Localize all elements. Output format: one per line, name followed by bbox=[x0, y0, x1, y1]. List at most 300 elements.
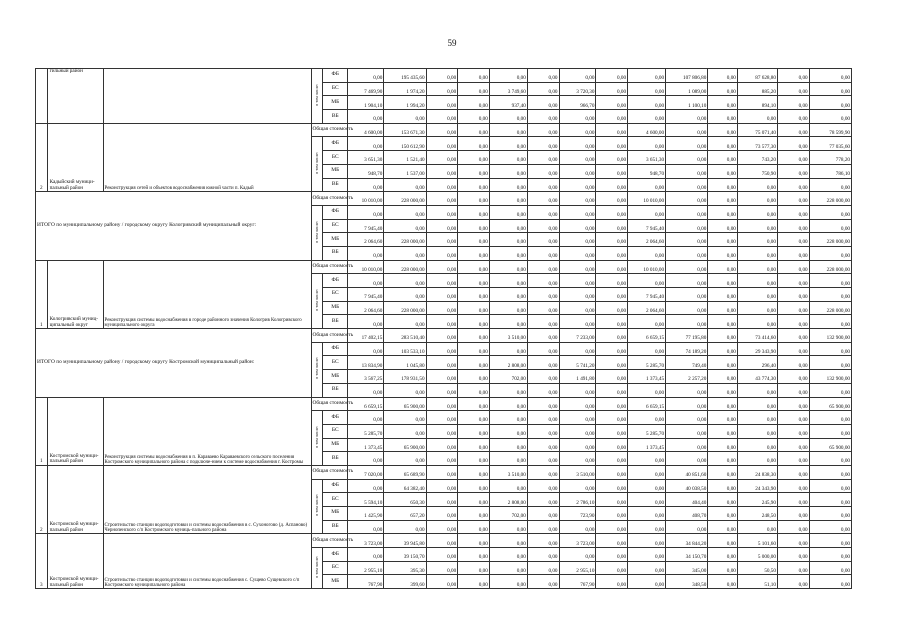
amount-cell: 0,00 bbox=[596, 465, 628, 479]
amount-cell: 0,00 bbox=[777, 274, 809, 288]
funding-source: БС bbox=[323, 288, 348, 302]
amount-cell: 50,50 bbox=[737, 561, 777, 575]
amount-cell: 0,00 bbox=[596, 397, 628, 411]
amount-cell: 5 101,60 bbox=[737, 534, 777, 548]
amount-cell: 74 189,20 bbox=[666, 342, 708, 356]
amount-cell: 0,00 bbox=[527, 356, 559, 370]
amount-cell: 0,00 bbox=[426, 438, 458, 452]
amount-cell: 404,40 bbox=[666, 493, 708, 507]
page-number: 59 bbox=[447, 38, 457, 48]
amount-cell: 0,00 bbox=[426, 151, 458, 165]
amount-cell: 0,00 bbox=[527, 534, 559, 548]
itogo-label: ИТОГО по муниципальному району / городскому округу Кологривский муниципальный округ: bbox=[36, 192, 312, 260]
amount-cell: 0,00 bbox=[596, 96, 628, 110]
amount-cell: 0,00 bbox=[596, 301, 628, 315]
total-row bbox=[36, 260, 852, 274]
amount-cell: 0,00 bbox=[628, 383, 666, 397]
amount-cell: 0,00 bbox=[596, 219, 628, 233]
amount-cell: 0,00 bbox=[809, 479, 851, 493]
amount-cell: 0,00 bbox=[384, 219, 426, 233]
amount-cell: 0,00 bbox=[458, 356, 490, 370]
amount-cell: 749,40 bbox=[666, 356, 708, 370]
amount-cell: 132 900,00 bbox=[809, 370, 851, 384]
amount-cell: 0,00 bbox=[384, 205, 426, 219]
amount-cell: 0,00 bbox=[527, 438, 559, 452]
amount-cell: 0,00 bbox=[777, 342, 809, 356]
funding-source: БС bbox=[323, 151, 348, 165]
amount-cell: 0,00 bbox=[426, 575, 458, 589]
amount-cell: 348,50 bbox=[666, 575, 708, 589]
amount-cell: 0,00 bbox=[596, 548, 628, 562]
amount-cell: 0,00 bbox=[809, 219, 851, 233]
amount-cell: 0,00 bbox=[559, 219, 596, 233]
including-label-text: в том числе: bbox=[313, 357, 319, 380]
amount-cell: 743,20 bbox=[737, 151, 777, 165]
amount-cell: 0,00 bbox=[708, 82, 738, 96]
total-label: Общая стоимость bbox=[311, 397, 348, 411]
amount-cell: 0,00 bbox=[628, 493, 666, 507]
amount-cell: 0,00 bbox=[527, 192, 559, 206]
amount-cell: 3 723,00 bbox=[559, 534, 596, 548]
amount-cell: 0,00 bbox=[628, 205, 666, 219]
amount-cell: 0,00 bbox=[489, 575, 527, 589]
amount-cell: 0,00 bbox=[527, 137, 559, 151]
district-name: Кадыйский муници-пальный район bbox=[47, 123, 103, 191]
amount-cell: 0,00 bbox=[426, 96, 458, 110]
amount-cell: 0,00 bbox=[384, 383, 426, 397]
amount-cell: 0,00 bbox=[489, 219, 527, 233]
amount-cell: 0,00 bbox=[527, 178, 559, 192]
amount-cell: 0,00 bbox=[737, 178, 777, 192]
amount-cell: 0,00 bbox=[809, 424, 851, 438]
including-label bbox=[311, 274, 323, 329]
funding-source: ФБ bbox=[323, 411, 348, 425]
amount-cell: 132 900,00 bbox=[809, 329, 851, 343]
amount-cell: 0,00 bbox=[458, 520, 490, 534]
amount-cell: 0,00 bbox=[708, 110, 738, 124]
funding-source: ФБ bbox=[323, 479, 348, 493]
amount-cell: 0,00 bbox=[777, 438, 809, 452]
amount-cell: 0,00 bbox=[628, 178, 666, 192]
amount-cell: 0,00 bbox=[489, 164, 527, 178]
amount-cell: 0,00 bbox=[559, 151, 596, 165]
amount-cell: 0,00 bbox=[426, 383, 458, 397]
amount-cell: 0,00 bbox=[777, 110, 809, 124]
amount-cell: 2 808,00 bbox=[489, 493, 527, 507]
amount-cell: 0,00 bbox=[458, 151, 490, 165]
amount-cell: 0,00 bbox=[348, 205, 384, 219]
amount-cell: 0,00 bbox=[737, 274, 777, 288]
amount-cell: 0,00 bbox=[809, 575, 851, 589]
amount-cell: 0,00 bbox=[527, 520, 559, 534]
amount-cell: 0,00 bbox=[809, 246, 851, 260]
district-name: гильный район bbox=[47, 69, 103, 124]
amount-cell: 966,70 bbox=[559, 96, 596, 110]
amount-cell: 0,00 bbox=[708, 342, 738, 356]
amount-cell: 10 010,00 bbox=[348, 192, 384, 206]
amount-cell: 0,00 bbox=[527, 233, 559, 247]
amount-cell: 0,00 bbox=[809, 452, 851, 466]
including-label bbox=[311, 69, 323, 124]
amount-cell: 0,00 bbox=[777, 260, 809, 274]
amount-cell: 0,00 bbox=[596, 205, 628, 219]
amount-cell: 1 089,00 bbox=[666, 82, 708, 96]
amount-cell: 228 000,00 bbox=[384, 233, 426, 247]
amount-cell: 73 577,30 bbox=[737, 137, 777, 151]
amount-cell: 0,00 bbox=[426, 329, 458, 343]
amount-cell: 0,00 bbox=[426, 356, 458, 370]
amount-cell: 34 150,70 bbox=[666, 548, 708, 562]
amount-cell: 0,00 bbox=[426, 288, 458, 302]
amount-cell: 0,00 bbox=[809, 561, 851, 575]
amount-cell: 0,00 bbox=[348, 548, 384, 562]
amount-cell: 0,00 bbox=[458, 411, 490, 425]
amount-cell: 0,00 bbox=[384, 274, 426, 288]
amount-cell: 0,00 bbox=[384, 178, 426, 192]
amount-cell: 0,00 bbox=[489, 438, 527, 452]
amount-cell: 0,00 bbox=[559, 205, 596, 219]
amount-cell: 1 425,90 bbox=[348, 507, 384, 521]
amount-cell: 0,00 bbox=[489, 205, 527, 219]
amount-cell: 0,00 bbox=[596, 110, 628, 124]
project-name: Реконструкция системы водоснабжения в п. Караваево Караваевского сельского поселения Костромского муниципального района с подключе-нием к системе водоснабжения г. Костромы bbox=[103, 397, 311, 465]
amount-cell: 0,00 bbox=[527, 110, 559, 124]
amount-cell: 0,00 bbox=[348, 411, 384, 425]
amount-cell: 0,00 bbox=[666, 192, 708, 206]
amount-cell: 0,00 bbox=[426, 561, 458, 575]
amount-cell: 39 945,80 bbox=[384, 534, 426, 548]
amount-cell: 0,00 bbox=[666, 301, 708, 315]
amount-cell: 24 838,30 bbox=[737, 465, 777, 479]
amount-cell: 0,00 bbox=[458, 465, 490, 479]
amount-cell: 0,00 bbox=[527, 205, 559, 219]
amount-cell: 0,00 bbox=[527, 69, 559, 83]
amount-cell: 0,00 bbox=[527, 561, 559, 575]
amount-cell: 0,00 bbox=[559, 383, 596, 397]
amount-cell: 150 612,90 bbox=[384, 137, 426, 151]
amount-cell: 3 749,60 bbox=[489, 82, 527, 96]
amount-cell: 0,00 bbox=[708, 479, 738, 493]
amount-cell: 24 343,90 bbox=[737, 479, 777, 493]
total-row bbox=[36, 123, 852, 137]
amount-cell: 0,00 bbox=[527, 82, 559, 96]
amount-cell: 0,00 bbox=[777, 329, 809, 343]
amount-cell: 0,00 bbox=[426, 493, 458, 507]
amount-cell: 0,00 bbox=[489, 246, 527, 260]
amount-cell: 0,00 bbox=[708, 205, 738, 219]
amount-cell: 0,00 bbox=[596, 233, 628, 247]
amount-cell: 0,00 bbox=[426, 192, 458, 206]
funding-source: МБ bbox=[323, 370, 348, 384]
amount-cell: 0,00 bbox=[559, 411, 596, 425]
amount-cell: 0,00 bbox=[596, 192, 628, 206]
amount-cell: 0,00 bbox=[596, 452, 628, 466]
amount-cell: 0,00 bbox=[527, 96, 559, 110]
amount-cell: 0,00 bbox=[708, 465, 738, 479]
amount-cell: 0,00 bbox=[489, 69, 527, 83]
amount-cell: 408,70 bbox=[666, 507, 708, 521]
amount-cell: 0,00 bbox=[628, 411, 666, 425]
total-label: Общая стоимость bbox=[311, 123, 348, 137]
amount-cell: 0,00 bbox=[426, 205, 458, 219]
amount-cell: 0,00 bbox=[559, 233, 596, 247]
amount-cell: 0,00 bbox=[708, 246, 738, 260]
amount-cell: 0,00 bbox=[489, 151, 527, 165]
amount-cell: 1 100,10 bbox=[666, 96, 708, 110]
amount-cell: 228 000,00 bbox=[384, 192, 426, 206]
amount-cell: 6 659,15 bbox=[628, 397, 666, 411]
amount-cell: 0,00 bbox=[596, 507, 628, 521]
amount-cell: 0,00 bbox=[777, 465, 809, 479]
amount-cell: 0,00 bbox=[527, 151, 559, 165]
amount-cell: 0,00 bbox=[458, 164, 490, 178]
district-name: Кологривский муниц-ципальный округ bbox=[47, 260, 103, 328]
amount-cell: 0,00 bbox=[489, 123, 527, 137]
including-label-text: в том числе: bbox=[313, 152, 319, 174]
amount-cell: 0,00 bbox=[666, 219, 708, 233]
funding-source: ФБ bbox=[323, 205, 348, 219]
amount-cell: 0,00 bbox=[708, 288, 738, 302]
amount-cell: 0,00 bbox=[777, 424, 809, 438]
funding-source: ВБ bbox=[323, 110, 348, 124]
amount-cell: 2 064,60 bbox=[348, 301, 384, 315]
amount-cell: 702,00 bbox=[489, 507, 527, 521]
amount-cell: 10 010,00 bbox=[628, 260, 666, 274]
funding-source: ВБ bbox=[323, 315, 348, 329]
amount-cell: 0,00 bbox=[348, 383, 384, 397]
amount-cell: 0,00 bbox=[777, 575, 809, 589]
amount-cell: 0,00 bbox=[777, 301, 809, 315]
amount-cell: 87 628,80 bbox=[737, 69, 777, 83]
amount-cell: 778,20 bbox=[809, 151, 851, 165]
amount-cell: 78 599,90 bbox=[809, 123, 851, 137]
amount-cell: 0,00 bbox=[489, 260, 527, 274]
amount-cell: 0,00 bbox=[596, 561, 628, 575]
amount-cell: 0,00 bbox=[666, 178, 708, 192]
amount-cell: 0,00 bbox=[708, 493, 738, 507]
amount-cell: 0,00 bbox=[348, 69, 384, 83]
amount-cell: 153 671,30 bbox=[384, 123, 426, 137]
total-row bbox=[36, 465, 852, 479]
amount-cell: 1 521,40 bbox=[384, 151, 426, 165]
amount-cell: 0,00 bbox=[458, 438, 490, 452]
amount-cell: 0,00 bbox=[708, 507, 738, 521]
total-row bbox=[36, 329, 852, 343]
amount-cell: 0,00 bbox=[527, 493, 559, 507]
amount-cell: 0,00 bbox=[708, 370, 738, 384]
amount-cell: 7 945,40 bbox=[628, 219, 666, 233]
amount-cell: 0,00 bbox=[708, 96, 738, 110]
amount-cell: 0,00 bbox=[559, 123, 596, 137]
amount-cell: 0,00 bbox=[777, 219, 809, 233]
amount-cell: 0,00 bbox=[628, 520, 666, 534]
amount-cell: 0,00 bbox=[708, 534, 738, 548]
amount-cell: 0,00 bbox=[458, 424, 490, 438]
amount-cell: 0,00 bbox=[384, 246, 426, 260]
funding-source: БС bbox=[323, 82, 348, 96]
amount-cell: 0,00 bbox=[527, 301, 559, 315]
amount-cell: 0,00 bbox=[527, 548, 559, 562]
including-label-text: в том числе: bbox=[313, 83, 319, 106]
amount-cell: 2 064,60 bbox=[628, 301, 666, 315]
amount-cell: 0,00 bbox=[458, 233, 490, 247]
amount-cell: 0,00 bbox=[527, 274, 559, 288]
amount-cell: 296,40 bbox=[737, 356, 777, 370]
funding-source: МБ bbox=[323, 438, 348, 452]
source-row bbox=[36, 69, 852, 83]
amount-cell: 0,00 bbox=[489, 110, 527, 124]
amount-cell: 64 382,40 bbox=[384, 479, 426, 493]
total-row bbox=[36, 192, 852, 206]
amount-cell: 2 786,10 bbox=[559, 493, 596, 507]
including-label bbox=[311, 479, 323, 534]
amount-cell: 0,00 bbox=[737, 288, 777, 302]
including-label-text: в том числе: bbox=[313, 289, 319, 311]
amount-cell: 0,00 bbox=[559, 301, 596, 315]
amount-cell: 0,00 bbox=[628, 274, 666, 288]
amount-cell: 0,00 bbox=[559, 288, 596, 302]
amount-cell: 4 600,00 bbox=[628, 123, 666, 137]
amount-cell: 77 035,60 bbox=[809, 137, 851, 151]
row-number bbox=[36, 69, 48, 124]
amount-cell: 0,00 bbox=[777, 151, 809, 165]
amount-cell: 3 720,30 bbox=[559, 82, 596, 96]
row-number: 1 bbox=[36, 397, 48, 465]
amount-cell: 0,00 bbox=[628, 342, 666, 356]
total-label: Общая стоимость bbox=[311, 534, 348, 548]
amount-cell: 13 834,90 bbox=[348, 356, 384, 370]
row-number: 2 bbox=[36, 465, 48, 533]
amount-cell: 0,00 bbox=[458, 205, 490, 219]
amount-cell: 0,00 bbox=[348, 342, 384, 356]
amount-cell: 0,00 bbox=[666, 520, 708, 534]
amount-cell: 0,00 bbox=[809, 315, 851, 329]
amount-cell: 0,00 bbox=[666, 151, 708, 165]
amount-cell: 0,00 bbox=[809, 178, 851, 192]
amount-cell: 0,00 bbox=[708, 548, 738, 562]
amount-cell: 0,00 bbox=[777, 520, 809, 534]
amount-cell: 1 491,80 bbox=[559, 370, 596, 384]
amount-cell: 0,00 bbox=[628, 246, 666, 260]
amount-cell: 248,50 bbox=[737, 507, 777, 521]
amount-cell: 6 659,15 bbox=[348, 397, 384, 411]
amount-cell: 0,00 bbox=[628, 96, 666, 110]
amount-cell: 948,70 bbox=[348, 164, 384, 178]
amount-cell: 0,00 bbox=[737, 520, 777, 534]
amount-cell: 0,00 bbox=[777, 205, 809, 219]
amount-cell: 5 285,70 bbox=[348, 424, 384, 438]
amount-cell: 0,00 bbox=[384, 424, 426, 438]
amount-cell: 750,90 bbox=[737, 164, 777, 178]
amount-cell: 7 945,40 bbox=[348, 219, 384, 233]
amount-cell: 0,00 bbox=[458, 479, 490, 493]
funding-source: ВБ bbox=[323, 383, 348, 397]
funding-source: ФБ bbox=[323, 274, 348, 288]
amount-cell: 0,00 bbox=[348, 178, 384, 192]
amount-cell: 0,00 bbox=[559, 397, 596, 411]
amount-cell: 2 064,60 bbox=[348, 233, 384, 247]
amount-cell: 0,00 bbox=[458, 575, 490, 589]
amount-cell: 0,00 bbox=[666, 424, 708, 438]
amount-cell: 0,00 bbox=[559, 178, 596, 192]
amount-cell: 0,00 bbox=[559, 424, 596, 438]
amount-cell: 0,00 bbox=[708, 315, 738, 329]
amount-cell: 0,00 bbox=[596, 82, 628, 96]
amount-cell: 0,00 bbox=[489, 233, 527, 247]
amount-cell: 0,00 bbox=[489, 342, 527, 356]
amount-cell: 0,00 bbox=[458, 534, 490, 548]
amount-cell: 40 038,50 bbox=[666, 479, 708, 493]
amount-cell: 0,00 bbox=[489, 411, 527, 425]
amount-cell: 0,00 bbox=[527, 288, 559, 302]
amount-cell: 0,00 bbox=[527, 164, 559, 178]
amount-cell: 7 945,40 bbox=[348, 288, 384, 302]
amount-cell: 0,00 bbox=[777, 82, 809, 96]
amount-cell: 0,00 bbox=[737, 452, 777, 466]
amount-cell: 1 373,45 bbox=[628, 370, 666, 384]
amount-cell: 0,00 bbox=[458, 397, 490, 411]
amount-cell: 0,00 bbox=[527, 465, 559, 479]
amount-cell: 29 343,90 bbox=[737, 342, 777, 356]
amount-cell: 65 900,00 bbox=[384, 397, 426, 411]
amount-cell: 0,00 bbox=[559, 69, 596, 83]
amount-cell: 2 955,10 bbox=[559, 561, 596, 575]
amount-cell: 0,00 bbox=[666, 137, 708, 151]
amount-cell: 0,00 bbox=[596, 520, 628, 534]
amount-cell: 0,00 bbox=[596, 383, 628, 397]
amount-cell: 0,00 bbox=[559, 520, 596, 534]
amount-cell: 0,00 bbox=[458, 288, 490, 302]
funding-source: ВБ bbox=[323, 520, 348, 534]
total-label: Общая стоимость bbox=[311, 465, 348, 479]
amount-cell: 103 533,10 bbox=[384, 342, 426, 356]
amount-cell: 0,00 bbox=[527, 342, 559, 356]
amount-cell: 0,00 bbox=[489, 274, 527, 288]
project-name: Реконструкция системы водоснабжения в городе районного значения Кологрив Кологривского муниципального округа bbox=[103, 260, 311, 328]
amount-cell: 0,00 bbox=[708, 424, 738, 438]
including-label-text: в том числе: bbox=[313, 555, 319, 578]
amount-cell: 228 000,00 bbox=[809, 260, 851, 274]
amount-cell: 107 806,80 bbox=[666, 69, 708, 83]
amount-cell: 0,00 bbox=[527, 452, 559, 466]
amount-cell: 0,00 bbox=[628, 507, 666, 521]
amount-cell: 0,00 bbox=[777, 246, 809, 260]
amount-cell: 0,00 bbox=[426, 479, 458, 493]
amount-cell: 657,20 bbox=[384, 507, 426, 521]
amount-cell: 3 510,00 bbox=[489, 465, 527, 479]
amount-cell: 0,00 bbox=[777, 123, 809, 137]
amount-cell: 0,00 bbox=[596, 370, 628, 384]
amount-cell: 0,00 bbox=[489, 561, 527, 575]
amount-cell: 0,00 bbox=[666, 205, 708, 219]
amount-cell: 0,00 bbox=[809, 493, 851, 507]
amount-cell: 2 955,10 bbox=[348, 561, 384, 575]
amount-cell: 0,00 bbox=[384, 315, 426, 329]
amount-cell: 228 000,00 bbox=[809, 301, 851, 315]
funding-source: МБ bbox=[323, 507, 348, 521]
amount-cell: 43 774,30 bbox=[737, 370, 777, 384]
amount-cell: 0,00 bbox=[737, 110, 777, 124]
amount-cell: 0,00 bbox=[527, 246, 559, 260]
amount-cell: 0,00 bbox=[809, 383, 851, 397]
amount-cell: 0,00 bbox=[426, 520, 458, 534]
amount-cell: 228 000,00 bbox=[809, 233, 851, 247]
funding-source: БС bbox=[323, 493, 348, 507]
amount-cell: 0,00 bbox=[458, 137, 490, 151]
amount-cell: 0,00 bbox=[666, 164, 708, 178]
amount-cell: 0,00 bbox=[348, 246, 384, 260]
amount-cell: 0,00 bbox=[559, 315, 596, 329]
